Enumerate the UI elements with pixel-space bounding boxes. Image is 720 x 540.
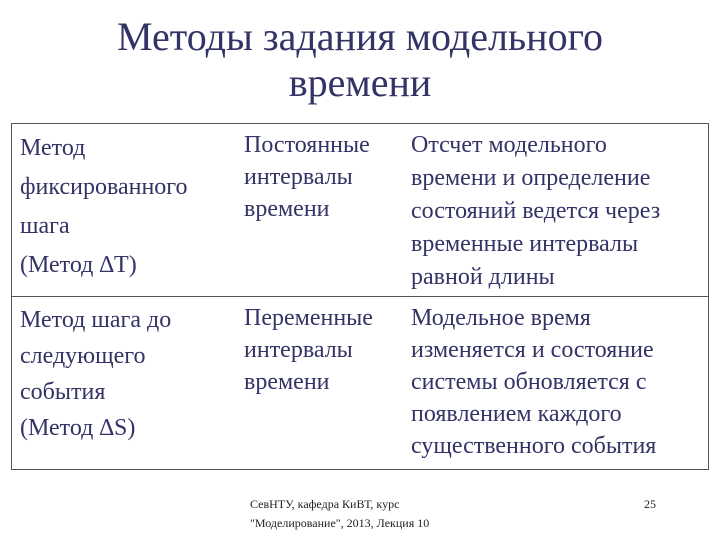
description-line: Отсчет модельного	[411, 132, 607, 158]
description-line: состояний ведется через	[411, 198, 661, 224]
description-line: времени и определение	[411, 165, 651, 191]
table-row-fixed-step	[12, 124, 708, 296]
slide-title-line-2: времени	[288, 60, 432, 105]
description-line: временные интервалы	[411, 231, 639, 257]
method-cell	[12, 297, 237, 469]
methods-table	[11, 123, 709, 470]
description-line: Модельное время	[411, 305, 591, 331]
description-line: равной длины	[411, 264, 555, 290]
table-row-next-event	[12, 296, 708, 469]
description-line: существенного события	[411, 433, 657, 459]
slide-title	[60, 14, 660, 106]
intervals-line: интервалы	[244, 337, 353, 363]
intervals-line: Постоянные	[244, 132, 370, 158]
method-line: события	[20, 379, 106, 405]
method-line: шага	[20, 213, 70, 239]
method-line: следующего	[20, 343, 146, 369]
page-number: 25	[644, 497, 656, 511]
description-cell	[403, 297, 708, 469]
method-line: (Метод ∆Т)	[20, 252, 137, 278]
description-line: изменяется и состояние	[411, 337, 654, 363]
method-line: (Метод ∆S)	[20, 415, 136, 441]
intervals-line: времени	[244, 369, 330, 395]
method-line: Метод шага до	[20, 307, 172, 333]
method-cell	[12, 124, 237, 296]
intervals-line: интервалы	[244, 164, 353, 190]
slide-footer	[250, 495, 482, 533]
intervals-line: времени	[244, 196, 330, 222]
method-line: Метод	[20, 135, 86, 161]
footer-line-2: "Моделирование", 2013, Лекция 10	[250, 516, 430, 530]
method-line: фиксированного	[20, 174, 188, 200]
description-line: системы обновляется с	[411, 369, 647, 395]
slide-title-line-1: Методы задания модельного	[117, 14, 603, 59]
description-line: появлением каждого	[411, 401, 622, 427]
intervals-cell	[237, 297, 403, 469]
intervals-line: Переменные	[244, 305, 373, 331]
description-cell	[403, 124, 708, 296]
intervals-cell	[237, 124, 403, 296]
footer-line-1: СевНТУ, кафедра КиВТ, курс	[250, 497, 400, 511]
